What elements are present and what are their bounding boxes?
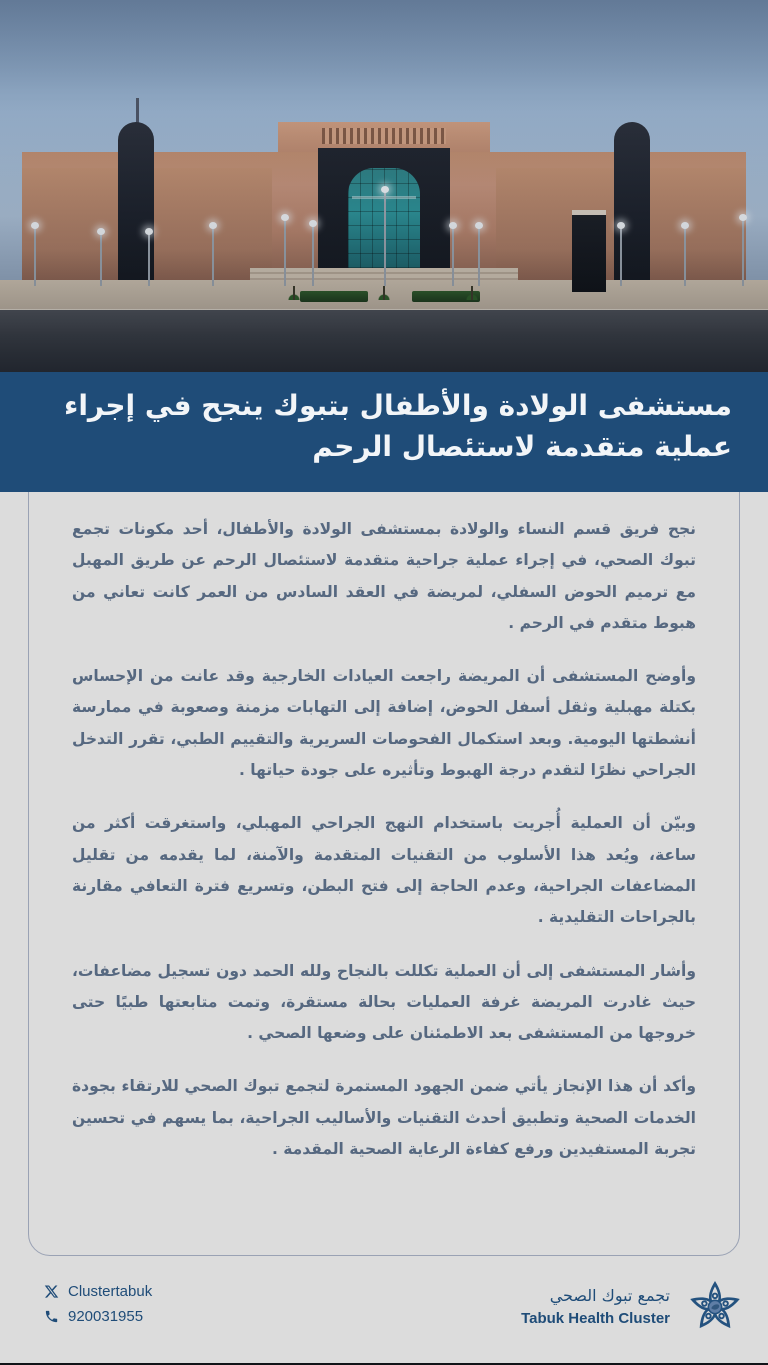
- footer: [0, 1258, 768, 1363]
- brand-name-ar: تجمع تبوك الصحي: [549, 1286, 670, 1306]
- contact-block: [44, 1280, 152, 1329]
- contact-x-handle[interactable]: [44, 1280, 152, 1303]
- contact-phone[interactable]: [44, 1305, 152, 1328]
- x-twitter-icon: [44, 1284, 59, 1299]
- contact-x-label: Clustertabuk: [68, 1283, 153, 1300]
- article-paragraph-4: وأشار المستشفى إلى أن العملية تكللت بالنجاح ولله الحمد دون تسجيل مضاعفات، حيث غادرت المريضة غرفة العمليات بحالة مستقرة، وتمت متابعتها طبيًا حتى خروجها من المستشفى بعد الاطمئنان على وضعها الصحي .: [72, 961, 696, 1043]
- article-paragraph-2: وأوضح المستشفى أن المريضة راجعت العيادات الخارجية وقد عانت من الإحساس بكتلة مهبلية وثقل أسفل الحوض، إضافة إلى التهابات مزمنة وصعوبة في ممارسة أنشطتها اليومية. وبعد استكمال الفحوصات السريرية والتقييم الطبي، تقرر التدخل الجراحي نظرًا لتقدم درجة الهبوط وتأثيره على جودة حياتها .: [72, 667, 696, 780]
- brand-name-en: Tabuk Health Cluster: [521, 1309, 670, 1327]
- brand-text: [521, 1285, 670, 1328]
- hero-photo-vignette: [0, 0, 768, 372]
- tabuk-health-cluster-star-flower-logo: [684, 1276, 746, 1338]
- article-paragraph-1: نجح فريق قسم النساء والولادة بمستشفى الولادة والأطفال، أحد مكونات تجمع تبوك الصحي، في إجراء عملية جراحية متقدمة لاستئصال الرحم عن طريق المهبل مع ترميم الحوض السفلي، لمريضة في العقد السادس من العمر كانت تعاني من هبوط متقدم في الرحم .: [72, 520, 696, 632]
- article-paragraph-3: وبيّن أن العملية أُجريت باستخدام النهج الجراحي المهبلي، واستغرقت أكثر من ساعة، ويُعد هذا الأسلوب من التقنيات المتقدمة والآمنة، لما يقدمه من تقليل المضاعفات الجراحية، وعدم الحاجة إلى فتح البطن، وتسريع فترة التعافي مقارنة بالجراحات التقليدية .: [72, 814, 696, 927]
- brand-lockup: [521, 1276, 746, 1338]
- contact-phone-label: 920031955: [68, 1308, 144, 1326]
- article-paragraph-5: وأكد أن هذا الإنجاز يأتي ضمن الجهود المستمرة لتجمع تبوك الصحي للارتقاء بجودة الخدمات الصحية وتطبيق أحدث التقنيات والأساليب الجراحية، بما يسهم في تحسين تجربة المستفيدين ورفع كفاءة الرعاية الصحية المقدمة .: [72, 1077, 696, 1159]
- hero-photo-hospital-building: [0, 0, 768, 372]
- phone-icon: [44, 1309, 59, 1324]
- article-body: [28, 462, 740, 1256]
- page-title: مستشفى الولادة والأطفال بتبوك ينجح في إجراء عملية متقدمة لاستئصال الرحم: [64, 389, 732, 463]
